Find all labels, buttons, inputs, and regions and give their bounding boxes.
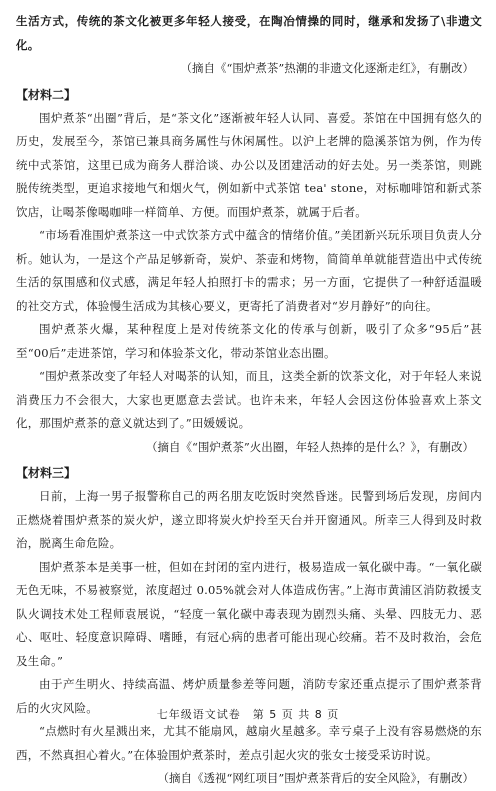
material3-paragraph-1: 日前，上海一男子报警称自己的两名朋友吃饭时突然昏迷。民警到场后发现，房间内正燃烧着围炉煮茶的炭火炉，遂立即将炭火炉拎至天台并开窗通风。所幸三人得到及时救治，脱离生命危险。 xyxy=(16,489,482,550)
material3-paragraph-2: 围炉煮茶本是美事一桩，但如在封闭的室内进行，极易造成一氧化碳中毒。“一氧化碳无色无味，不易被察觉，浓度超过 0.05%就会对人体造成伤害。”上海市黄浦区消防救援支队火调技术处工程师袁展说，“轻度一氧化碳中毒表现为剧烈头痛、头晕、四肢无力、恶心、呕吐、轻度意识障碍、嗜睡，有冠心病的患者可能出现心绞痛。若不及时救治，会危及生命。” xyxy=(16,559,482,668)
material2-paragraph-1: 围炉煮茶“出圈”背后，是“茶文化”逐渐被年轻人认同、喜爱。茶馆在中国拥有悠久的历史，发展至今，茶馆已兼具商务属性与休闲属性。以沪上老牌的隐溪茶馆为例，作为传统中式茶馆，这里已成为商务人群洽谈、办公以及团建活动的好去处。另一类茶馆，则跳脱传统类型，更追求接地气和烟火气，例如新中式茶馆 tea' stone，对标咖啡馆和新式茶饮店，让喝茶像喝咖啡一样简单、方便。而围炉煮茶，就属于后者。 xyxy=(16,110,482,219)
material1-tail-text: 生活方式，传统的茶文化被更多年轻人接受，在陶冶情操的同时，继承和发扬了\非遗文化。 xyxy=(16,14,482,52)
material2-source: （摘自《“围炉煮茶”火出圈，年轻人热捧的是什么？》，有删改） xyxy=(145,439,474,454)
material3-paragraph-4: “点燃时有火星溅出来，尤其不能扇风，越扇火星越多。幸亏桌子上没有容易燃烧的东西，不然真担心着火。”在体验围炉煮茶时，差点引起火灾的张女士接受采访时说。 xyxy=(16,724,482,762)
material2-paragraph-4: “围炉煮茶改变了年轻人对喝茶的认知，而且，这类全新的饮茶文化，对于年轻人来说消费压力不会很大，大家也更愿意去尝试。也许未来，年轻人会因这份体验喜欢上茶文化，那围炉煮茶的意义就达到了。”田媛媛说。 xyxy=(16,369,482,430)
page-footer: 七年级语文试卷 第 5 页 共 8 页 xyxy=(156,708,340,721)
material3-source: （摘自《透视“网红项目”围炉煮茶背后的安全风险》，有删改） xyxy=(157,771,474,785)
material3-heading: 【材料三】 xyxy=(16,466,77,480)
material2-paragraph-3: 围炉煮茶火爆，某种程度上是对传统茶文化的传承与创新，吸引了众多“95后”甚至“00后”走进茶馆，学习和体验茶文化，带动茶馆业态出圈。 xyxy=(16,322,482,360)
material2-paragraph-2: “市场看准围炉煮茶这一中式饮茶方式中蕴含的情绪价值。”美团新兴玩乐项目负责人分析。她认为，一是这个产品足够新奇，炭炉、茶壶和烤物，简简单单就能营造出中式传统生活的氛围感和仪式感，满足年轻人拍照打卡的需求；另一方面，它提供了一种舒适温暖的社交方式，体验慢生活成为其核心要义，更寄托了消费者对“岁月静好”的向往。 xyxy=(16,228,482,313)
material1-source: （摘自《“围炉煮茶”热潮的非遗文化逐渐走红》，有删改） xyxy=(180,61,474,75)
material3-paragraph-3: 由于产生明火、持续高温、烤炉质量参差等问题，消防专家还重点提示了围炉煮茶背后的火灾风险。 xyxy=(16,677,482,715)
material2-heading: 【材料二】 xyxy=(16,87,77,102)
